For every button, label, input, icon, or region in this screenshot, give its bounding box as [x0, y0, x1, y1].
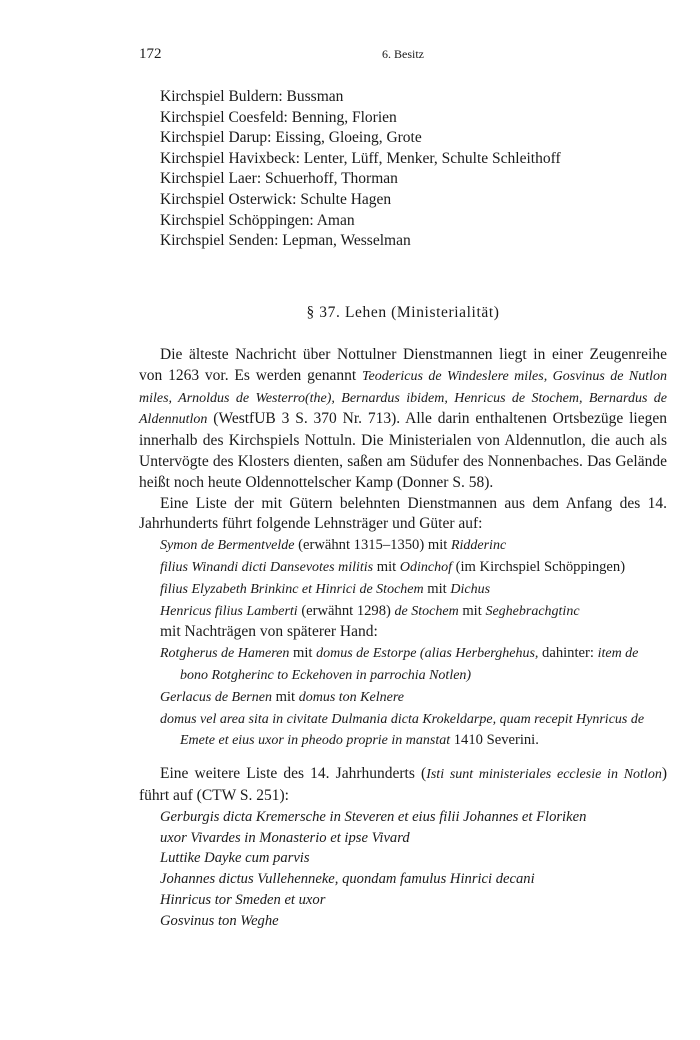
list-item	[139, 848, 667, 869]
text-run: mit	[373, 558, 400, 575]
latin-text: domus de Estorpe (alias Herberghehus,	[316, 646, 539, 662]
paragraph	[139, 345, 667, 494]
list-item: Kirchspiel Darup: Eissing, Gloeing, Grote	[160, 129, 422, 147]
list-item: Kirchspiel Havixbeck: Lenter, Lüff, Menker, Schulte Schleithoff	[160, 149, 561, 167]
list-item	[139, 709, 667, 753]
latin-text: filius Elyzabeth Brinkinc et Hinrici de Stochem	[160, 581, 424, 597]
latin-text: domus vel area sita in civitate Dulmania dicta Krokeldarpe, quam recepit Hynricus de Emete et eius uxor in pheodo proprie in manstat	[160, 711, 645, 749]
body-text	[139, 345, 667, 932]
text-run: Die älteste Nachricht über Nottulner Dienstmannen liegt in einer Zeugenreihe von 1263 vor. Es werden genannt	[139, 346, 667, 384]
list-item	[139, 911, 667, 932]
latin-text: Johannes dictus Vullehenneke, quondam famulus Hinrici decani	[160, 871, 535, 888]
text-run: mit	[458, 602, 486, 619]
page-number: 172	[139, 46, 162, 62]
latin-text: Ridderinc	[450, 538, 507, 554]
latin-text: Symon de Bermentvelde	[160, 538, 295, 554]
latin-text: Rotgherus de Hameren	[160, 646, 290, 662]
latin-text: Henricus filius Lamberti	[160, 603, 298, 619]
text-run: mit	[271, 688, 299, 705]
list-item	[139, 828, 667, 849]
latin-text: item de bono Rotgherinc to Eckehoven in parrochia Notlen)	[180, 646, 639, 683]
text-run: (im Kirchspiel Schöppingen)	[451, 558, 626, 575]
ministeriales-list	[139, 807, 667, 932]
list-item	[139, 807, 667, 828]
text-run: Eine weitere Liste des 14. Jahrhunderts (	[160, 765, 427, 783]
list-item: Kirchspiel Laer: Schuerhoff, Thorman	[160, 170, 398, 188]
note-line: mit Nachträgen von späterer Hand:	[160, 623, 378, 641]
latin-text: Gerburgis dicta Kremersche in Steveren et eius filii Johannes et Floriken	[160, 808, 587, 825]
list-item: Kirchspiel Coesfeld: Benning, Florien	[160, 108, 397, 126]
latin-text: Dichus	[450, 581, 491, 597]
text-run: (erwähnt 1298)	[297, 602, 395, 619]
list-item: Kirchspiel Senden: Lepman, Wesselman	[160, 232, 411, 250]
list-item	[139, 579, 667, 601]
latin-text: Isti sunt ministeriales ecclesie in Notlon	[426, 767, 662, 783]
text-run: (WestfUB 3 S. 370 Nr. 713). Alle darin enthaltenen Ortsbezüge liegen innerhalb des Kirchspiels Nottuln. Die Ministerialen von Aldennutlon, die auch als Untervögte des Klosters dienten, saßen am Südufer des Nonnenbaches. Das Gelände heißt noch heute Oldennottelscher Kamp (Donner S. 58).	[139, 410, 667, 491]
paragraph	[139, 764, 667, 807]
page-header	[139, 46, 667, 70]
text-run: ) führt auf (CTW S. 251):	[139, 765, 667, 804]
list-item: Kirchspiel Schöppingen: Aman	[160, 211, 355, 229]
latin-text: Luttike Dayke cum parvis	[160, 850, 310, 867]
text-run: mit	[289, 645, 317, 662]
latin-text: Gerlacus de Bernen	[160, 689, 272, 705]
list-item	[139, 869, 667, 890]
fief-list	[139, 535, 667, 752]
running-head: 6. Besitz	[382, 47, 424, 61]
latin-text: Hinricus tor Smeden et uxor	[160, 891, 326, 908]
paragraph: Eine Liste der mit Gütern belehnten Dienstmannen aus dem Anfang des 14. Jahrhunderts führt folgende Lehnsträger und Güter auf:	[139, 494, 667, 533]
list-item	[139, 601, 667, 623]
section-heading: § 37. Lehen (Ministerialität)	[306, 304, 500, 321]
latin-text: filius Winandi dicti Dansevotes militis	[160, 559, 374, 575]
latin-names: Teodericus de Windeslere miles, Gosvinus de Nutlon miles, Arnoldus de Westerro(the), Bernardus ibidem, Henricus de Stochem, Bernardus de Aldennutlon	[139, 368, 667, 428]
latin-text: de Stochem	[394, 603, 459, 619]
list-item	[139, 890, 667, 911]
list-item	[139, 557, 667, 579]
latin-text: uxor Vivardes in Monasterio et ipse Vivard	[160, 829, 410, 846]
text-run: mit	[423, 580, 451, 597]
latin-text: Odinchof	[399, 559, 452, 575]
text-run: 1410 Severini.	[450, 732, 539, 749]
text-run: dahinter:	[538, 645, 598, 662]
list-item: Kirchspiel Buldern: Bussman	[160, 88, 344, 105]
list-item	[139, 643, 667, 687]
latin-text: Gosvinus ton Weghe	[160, 912, 279, 929]
list-item	[139, 535, 667, 557]
list-item	[139, 687, 667, 709]
latin-text: Seghebrachgtinc	[485, 603, 580, 619]
list-item: Kirchspiel Osterwick: Schulte Hagen	[160, 190, 392, 208]
latin-text: domus ton Kelnere	[298, 689, 404, 705]
text-run: (erwähnt 1315–1350) mit	[294, 537, 451, 554]
kirchspiel-list	[160, 87, 670, 252]
